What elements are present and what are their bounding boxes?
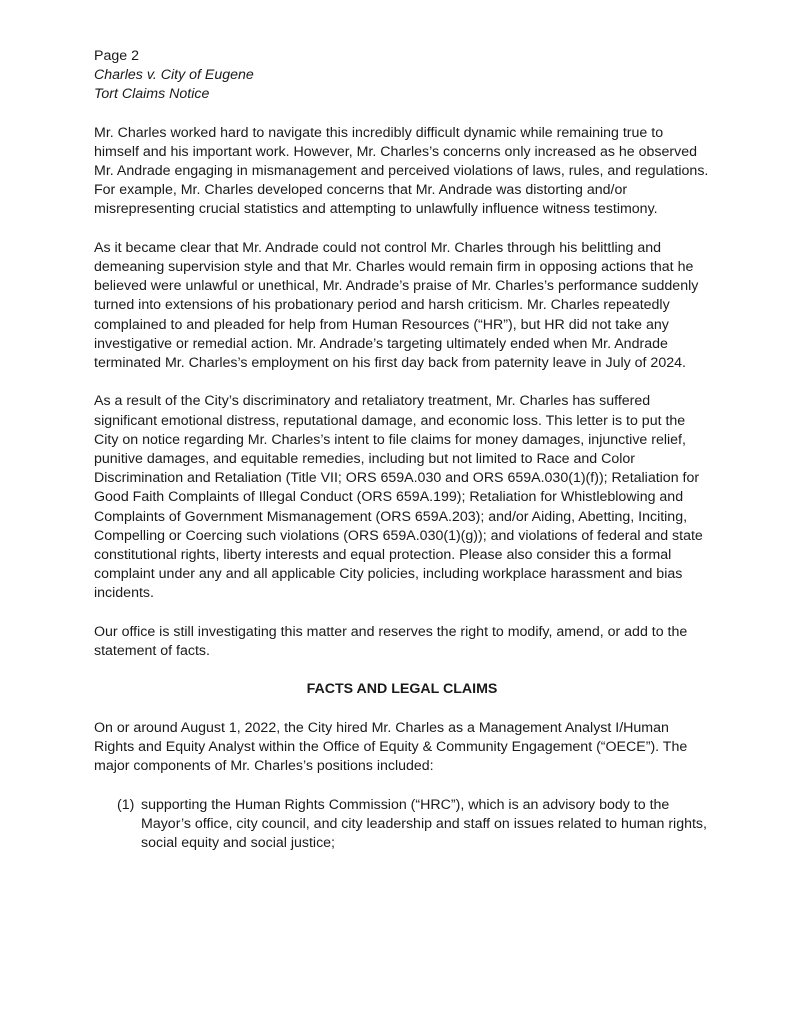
page-header [94, 47, 710, 105]
paragraph-targeting: As it became clear that Mr. Andrade could not control Mr. Charles through his belittling and demeaning supervision style and that Mr. Charles would remain firm in opposing actions that he believed were unlawful or unethical, Mr. Andrade’s praise of Mr. Charles’s performance suddenly turned into extensions of his probationary period and harsh criticism. Mr. Charles repeatedly complained to and pleaded for help from Human Resources (“HR”), but HR did not take any investigative or remedial action. Mr. Andrade’s targeting ultimately ended when Mr. Andrade terminated Mr. Charles’s employment on his first day back from paternity leave in July of 2024. [94, 239, 699, 372]
list-item [94, 796, 710, 854]
document-page [94, 47, 710, 853]
page-number: Page 2 [94, 48, 139, 64]
paragraph-hiring: On or around August 1, 2022, the City hired Mr. Charles as a Management Analyst I/Human Rights and Equity Analyst within the Office of Equity & Community Engagement (“OECE”). The major components of Mr. Charles’s positions included: [94, 719, 688, 775]
list-item-number: (1) [117, 796, 135, 813]
paragraph-investigation: Our office is still investigating this matter and reserves the right to modify, amend, or add to the statement of facts. [94, 623, 688, 660]
paragraph-concerns: Mr. Charles worked hard to navigate this incredibly difficult dynamic while remaining true to himself and his important work. However, Mr. Charles’s concerns only increased as he observed Mr. Andrade engaging in mismanagement and perceived violations of laws, rules, and regulations. For example, Mr. Charles developed concerns that Mr. Andrade was distorting and/or misrepresenting crucial statistics and attempting to unlawfully influence witness testimony. [94, 124, 709, 218]
position-components-list [94, 796, 710, 854]
section-heading-facts: FACTS AND LEGAL CLAIMS [306, 681, 498, 698]
case-name: Charles v. City of Eugene [94, 67, 254, 84]
paragraph-claims: As a result of the City’s discriminatory and retaliatory treatment, Mr. Charles has suffered significant emotional distress, reputational damage, and economic loss. This letter is to put the City on notice regarding Mr. Charles’s intent to file claims for money damages, injunctive relief, punitive damages, and equitable remedies, including but not limited to Race and Color Discrimination and Retaliation (Title VII; ORS 659A.030 and ORS 659A.030(1)(f)); Retaliation for Good Faith Complaints of Illegal Conduct (ORS 659A.199); Retaliation for Whistleblowing and Complaints of Government Mismanagement (ORS 659A.203); and/or Aiding, Abetting, Inciting, Compelling or Coercing such violations (ORS 659A.030(1)(g)); and violations of federal and state constitutional rights, liberty interests and equal protection. Please also consider this a formal complaint under any and all applicable City policies, including workplace harassment and bias incidents. [94, 393, 703, 602]
document-type: Tort Claims Notice [94, 86, 210, 103]
list-item-text: supporting the Human Rights Commission (“HRC”), which is an advisory body to the Mayor’s office, city council, and city leadership and staff on issues related to human rights, social equity and social justice; [141, 796, 707, 852]
